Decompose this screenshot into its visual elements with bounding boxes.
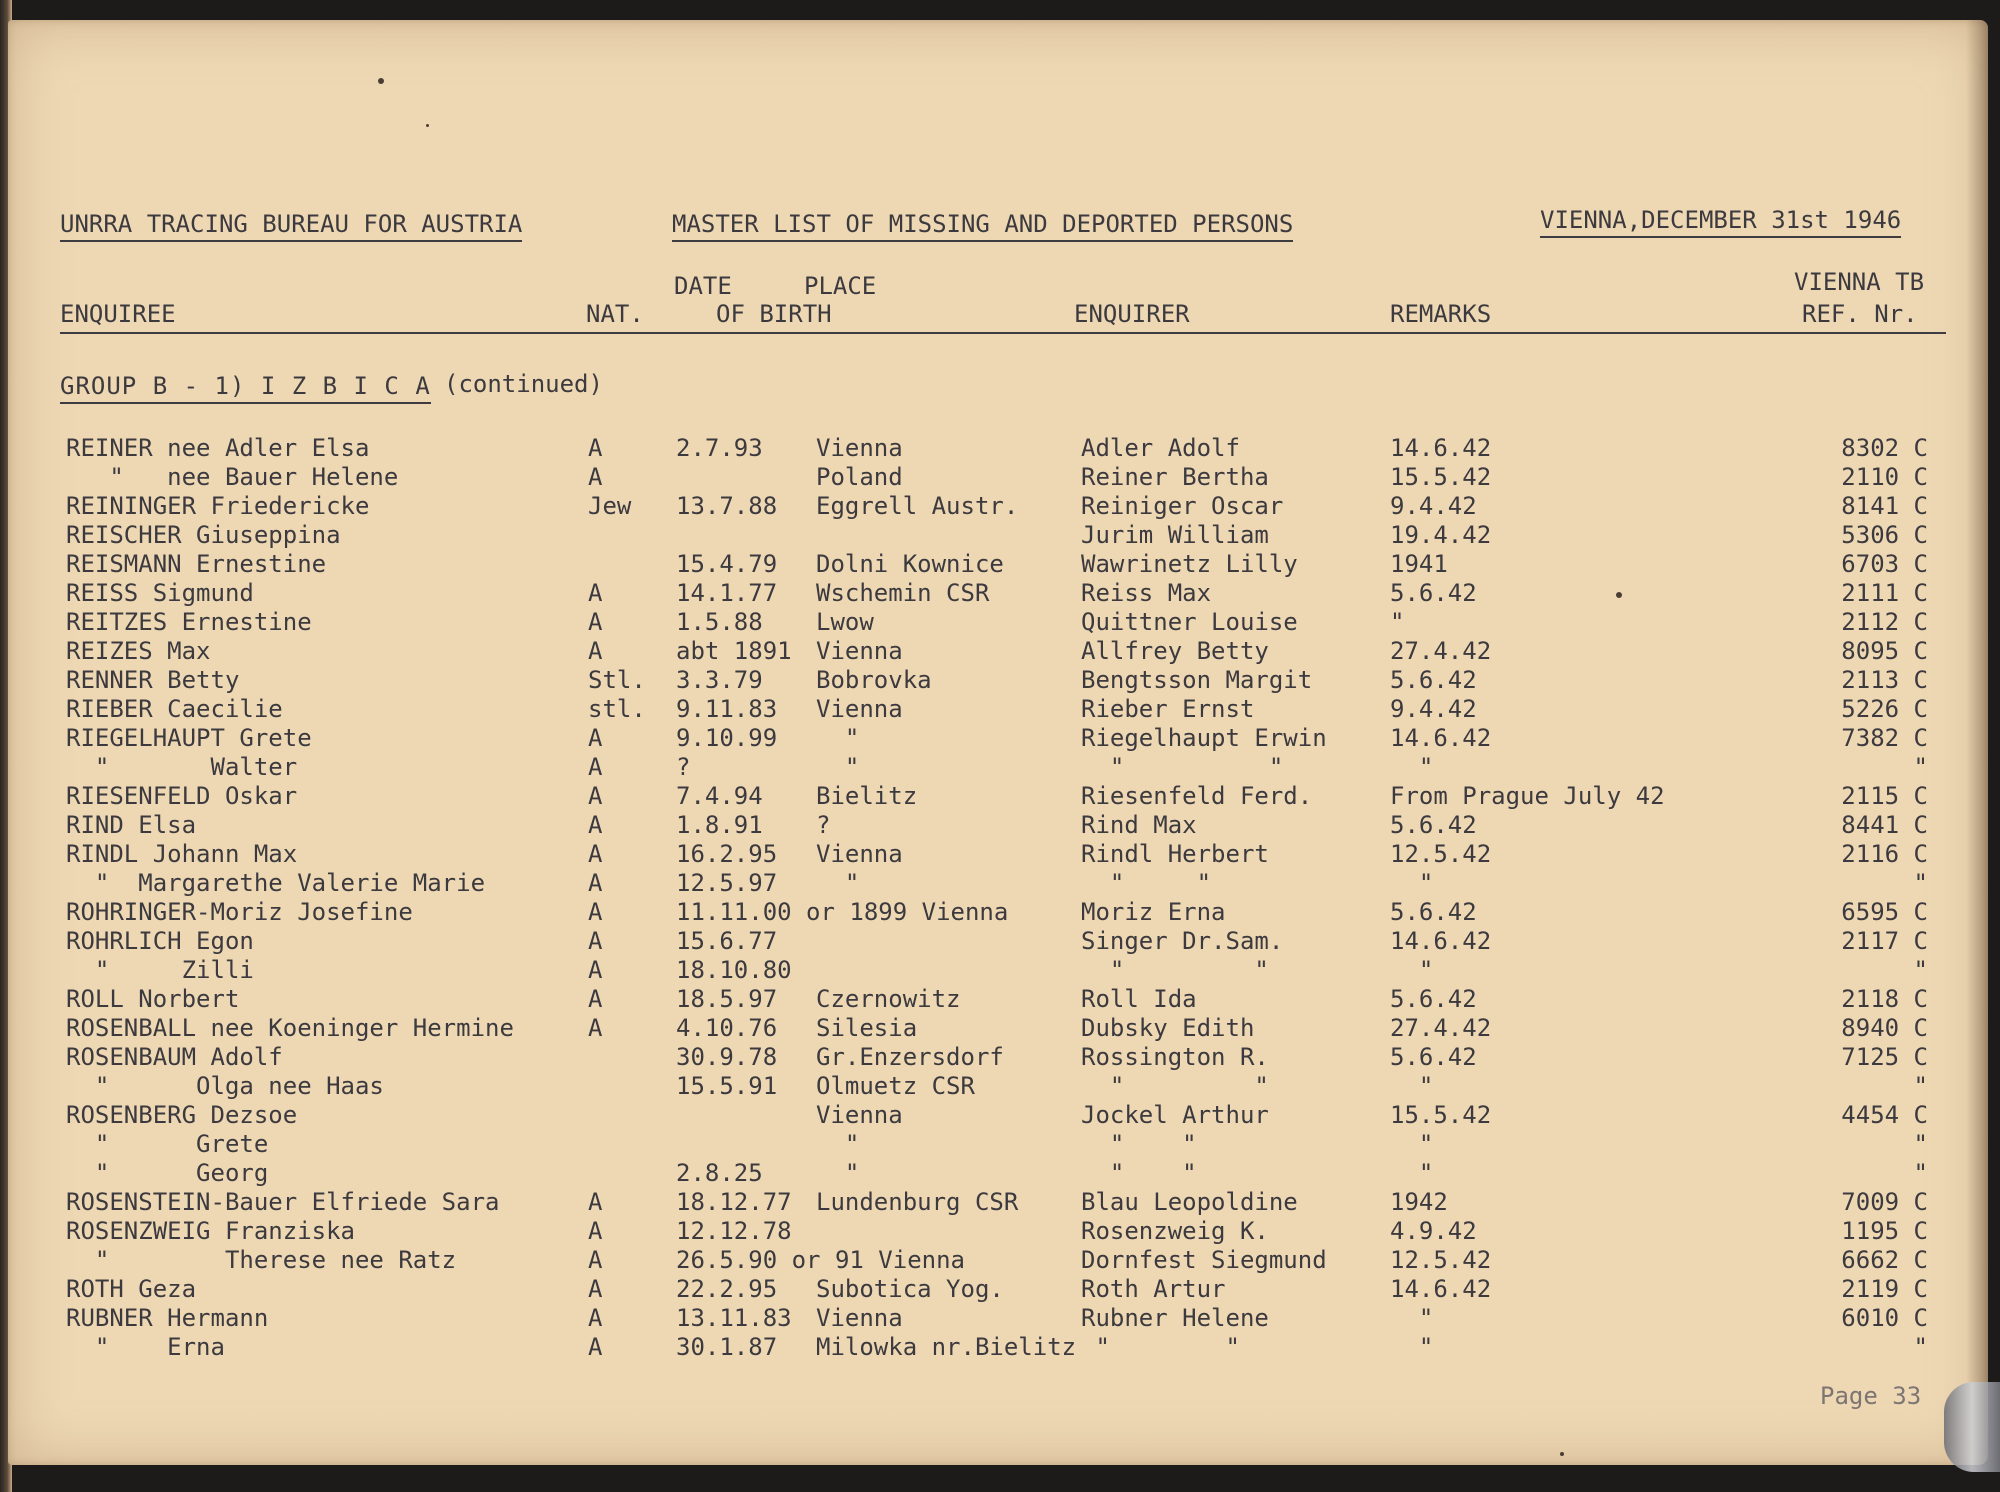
table-row	[8, 463, 1988, 491]
nationality: A	[588, 956, 603, 984]
date-of-birth: abt 1891	[676, 637, 792, 665]
table-row	[8, 1159, 1988, 1187]
enquiree-name: REISMANN Ernestine	[66, 550, 327, 578]
place-of-birth: Vienna	[816, 695, 903, 723]
date-of-birth: 2.8.25	[676, 1159, 763, 1187]
reference-number: "	[1913, 956, 1928, 984]
enquirer-name: Reiss Max	[1081, 579, 1212, 607]
col-date-top: DATE	[674, 272, 732, 300]
reference-number: 8095 C	[1841, 637, 1928, 665]
enquiree-name: ROHRLICH Egon	[66, 927, 254, 955]
nationality: A	[588, 608, 603, 636]
reference-number: "	[1913, 869, 1928, 897]
date-of-birth: 26.5.90 or 91 Vienna	[676, 1246, 965, 1274]
col-place-top: PLACE	[804, 272, 877, 300]
reference-number: 2111 C	[1841, 579, 1928, 607]
reference-number: 8302 C	[1841, 434, 1928, 462]
reference-number: 1195 C	[1841, 1217, 1928, 1245]
enquirer-name: Rubner Helene	[1081, 1304, 1269, 1332]
nationality: A	[588, 1304, 603, 1332]
remarks: 5.6.42	[1390, 898, 1477, 926]
col-ref: REF. Nr.	[1802, 300, 1918, 328]
records-table	[8, 20, 1988, 1420]
enquirer-name: Rieber Ernst	[1081, 695, 1255, 723]
table-row	[8, 579, 1988, 607]
enquirer-name: Jockel Arthur	[1081, 1101, 1269, 1129]
remarks: 14.6.42	[1390, 434, 1492, 462]
paper-speck	[426, 124, 429, 127]
date-of-birth: ?	[676, 753, 691, 781]
paper-speck	[378, 78, 384, 84]
col-enquiree: ENQUIREE	[60, 300, 176, 328]
reference-number: 2117 C	[1841, 927, 1928, 955]
table-row	[8, 782, 1988, 810]
table-row	[8, 695, 1988, 723]
date-of-birth: 12.5.97	[676, 869, 778, 897]
reference-number: 4454 C	[1841, 1101, 1928, 1129]
enquirer-name: Reiner Bertha	[1081, 463, 1269, 491]
remarks: "	[1390, 1072, 1434, 1100]
table-row	[8, 869, 1988, 897]
remarks: "	[1390, 1130, 1434, 1158]
col-of-birth: OF BIRTH	[716, 300, 832, 328]
reference-number: 2115 C	[1841, 782, 1928, 810]
place-of-birth: Gr.Enzersdorf	[816, 1043, 1004, 1071]
col-nat: NAT.	[586, 300, 644, 328]
date-of-birth: 2.7.93	[676, 434, 763, 462]
place-of-birth: Silesia	[816, 1014, 918, 1042]
enquiree-name: RIEGELHAUPT Grete	[66, 724, 312, 752]
table-row	[8, 985, 1988, 1013]
remarks: 14.6.42	[1390, 724, 1492, 752]
reference-number: 2112 C	[1841, 608, 1928, 636]
enquiree-name: RINDL Johann Max	[66, 840, 298, 868]
table-row	[8, 666, 1988, 694]
enquiree-name: " Olga nee Haas	[66, 1072, 384, 1100]
enquiree-name: REISCHER Giuseppina	[66, 521, 341, 549]
place-of-birth: Wschemin CSR	[816, 579, 990, 607]
enquiree-name: " Therese nee Ratz	[66, 1246, 457, 1274]
remarks: 1942	[1390, 1188, 1448, 1216]
place-of-birth: Milowka nr.Bielitz	[816, 1333, 1077, 1361]
date-of-birth: 11.11.00 or 1899 Vienna	[676, 898, 1009, 926]
remarks: 1941	[1390, 550, 1448, 578]
table-row	[8, 1217, 1988, 1245]
nationality: A	[588, 1246, 603, 1274]
reference-number: 8441 C	[1841, 811, 1928, 839]
enquirer-name: " "	[1081, 1159, 1197, 1187]
nationality: Stl.	[588, 666, 646, 694]
enquiree-name: " Walter	[66, 753, 298, 781]
enquirer-name: Bengtsson Margit	[1081, 666, 1313, 694]
table-row	[8, 434, 1988, 462]
enquirer-name: " "	[1081, 753, 1284, 781]
enquirer-name: " "	[1081, 1333, 1240, 1361]
enquiree-name: ROHRINGER-Moriz Josefine	[66, 898, 413, 926]
remarks: "	[1390, 608, 1405, 636]
remarks: 27.4.42	[1390, 1014, 1492, 1042]
nationality: A	[588, 579, 603, 607]
enquiree-name: ROLL Norbert	[66, 985, 240, 1013]
table-row	[8, 1043, 1988, 1071]
date-of-birth: 3.3.79	[676, 666, 763, 694]
reference-number: 6010 C	[1841, 1304, 1928, 1332]
nationality: A	[588, 753, 603, 781]
date-of-birth: 7.4.94	[676, 782, 763, 810]
enquirer-name: Rindl Herbert	[1081, 840, 1269, 868]
remarks: 12.5.42	[1390, 840, 1492, 868]
enquirer-name: Singer Dr.Sam.	[1081, 927, 1284, 955]
reference-number: 8940 C	[1841, 1014, 1928, 1042]
enquiree-name: ROSENBALL nee Koeninger Hermine	[66, 1014, 514, 1042]
enquirer-name: " "	[1081, 1072, 1269, 1100]
enquiree-name: ROSENBAUM Adolf	[66, 1043, 283, 1071]
nationality: A	[588, 1333, 603, 1361]
table-row	[8, 1275, 1988, 1303]
reference-number: 2119 C	[1841, 1275, 1928, 1303]
nationality: stl.	[588, 695, 646, 723]
enquirer-name: Adler Adolf	[1081, 434, 1240, 462]
enquiree-name: " nee Bauer Helene	[66, 463, 399, 491]
table-row	[8, 1188, 1988, 1216]
remarks: 9.4.42	[1390, 492, 1477, 520]
reference-number: "	[1913, 1072, 1928, 1100]
place-of-birth: "	[816, 753, 860, 781]
remarks: From Prague July 42	[1390, 782, 1665, 810]
date-of-birth: 30.1.87	[676, 1333, 778, 1361]
date-of-birth: 13.11.83	[676, 1304, 792, 1332]
place-of-birth: Poland	[816, 463, 903, 491]
nationality: A	[588, 811, 603, 839]
date-of-birth: 12.12.78	[676, 1217, 792, 1245]
enquiree-name: RENNER Betty	[66, 666, 240, 694]
table-row	[8, 1304, 1988, 1332]
place-of-birth: Vienna	[816, 637, 903, 665]
date-of-birth: 18.5.97	[676, 985, 778, 1013]
organization-title: UNRRA TRACING BUREAU FOR AUSTRIA	[60, 210, 522, 242]
enquirer-name: Rind Max	[1081, 811, 1197, 839]
remarks: "	[1390, 956, 1434, 984]
enquirer-name: Dornfest Siegmund	[1081, 1246, 1327, 1274]
enquirer-name: Roth Artur	[1081, 1275, 1226, 1303]
col-ref-top: VIENNA TB	[1794, 268, 1925, 296]
table-row	[8, 1333, 1988, 1361]
enquirer-name: Quittner Louise	[1081, 608, 1298, 636]
remarks: "	[1390, 1333, 1434, 1361]
place-of-birth: Subotica Yog.	[816, 1275, 1004, 1303]
date-of-birth: 9.11.83	[676, 695, 778, 723]
reference-number: 5226 C	[1841, 695, 1928, 723]
table-row	[8, 840, 1988, 868]
table-row	[8, 956, 1988, 984]
date-of-birth: 1.5.88	[676, 608, 763, 636]
remarks: 15.5.42	[1390, 1101, 1492, 1129]
reference-number: 2118 C	[1841, 985, 1928, 1013]
group-note: (continued)	[444, 370, 603, 398]
enquirer-name: " "	[1081, 1130, 1197, 1158]
enquirer-name: Riegelhaupt Erwin	[1081, 724, 1327, 752]
place-of-birth: "	[816, 1159, 860, 1187]
date-of-birth: 18.10.80	[676, 956, 792, 984]
reference-number: 6703 C	[1841, 550, 1928, 578]
reference-number: 7125 C	[1841, 1043, 1928, 1071]
enquiree-name: REININGER Friedericke	[66, 492, 370, 520]
remarks: 15.5.42	[1390, 463, 1492, 491]
place-of-birth: "	[816, 1130, 860, 1158]
enquirer-name: Jurim William	[1081, 521, 1269, 549]
date-of-birth: 15.5.91	[676, 1072, 778, 1100]
place-of-birth: Lwow	[816, 608, 874, 636]
place-of-birth: "	[816, 724, 860, 752]
enquirer-name: Blau Leopoldine	[1081, 1188, 1298, 1216]
document-title: MASTER LIST OF MISSING AND DEPORTED PERSONS	[672, 210, 1293, 242]
enquiree-name: RUBNER Hermann	[66, 1304, 269, 1332]
date-of-birth: 14.1.77	[676, 579, 778, 607]
reference-number: 7382 C	[1841, 724, 1928, 752]
remarks: 5.6.42	[1390, 666, 1477, 694]
table-row	[8, 1072, 1988, 1100]
remarks: 19.4.42	[1390, 521, 1492, 549]
enquiree-name: REISS Sigmund	[66, 579, 254, 607]
nationality: A	[588, 1275, 603, 1303]
place-of-birth: Olmuetz CSR	[816, 1072, 975, 1100]
enquirer-name: Wawrinetz Lilly	[1081, 550, 1298, 578]
table-row	[8, 1246, 1988, 1274]
place-of-birth: Vienna	[816, 1101, 903, 1129]
remarks: 14.6.42	[1390, 1275, 1492, 1303]
nationality: A	[588, 782, 603, 810]
page-number: Page 33	[1820, 1382, 1922, 1410]
place-of-birth: Vienna	[816, 434, 903, 462]
enquiree-name: REINER nee Adler Elsa	[66, 434, 370, 462]
remarks: 27.4.42	[1390, 637, 1492, 665]
table-row	[8, 811, 1988, 839]
col-remarks: REMARKS	[1390, 300, 1492, 328]
place-of-birth: Vienna	[816, 840, 903, 868]
nationality: A	[588, 724, 603, 752]
nationality: A	[588, 463, 603, 491]
remarks: 5.6.42	[1390, 985, 1477, 1013]
paper-speck	[1616, 592, 1622, 598]
remarks: 12.5.42	[1390, 1246, 1492, 1274]
binder-clip	[1944, 1382, 2000, 1472]
enquirer-name: Allfrey Betty	[1081, 637, 1269, 665]
enquiree-name: " Zilli	[66, 956, 254, 984]
enquiree-name: REITZES Ernestine	[66, 608, 312, 636]
nationality: A	[588, 898, 603, 926]
remarks: "	[1390, 1159, 1434, 1187]
remarks: 4.9.42	[1390, 1217, 1477, 1245]
table-row	[8, 492, 1988, 520]
reference-number: 6595 C	[1841, 898, 1928, 926]
date-of-birth: 15.4.79	[676, 550, 778, 578]
reference-number: 2113 C	[1841, 666, 1928, 694]
table-row	[8, 898, 1988, 926]
paper-speck	[1560, 1452, 1564, 1456]
enquiree-name: " Erna	[66, 1333, 225, 1361]
reference-number: "	[1913, 1159, 1928, 1187]
remarks: 9.4.42	[1390, 695, 1477, 723]
enquiree-name: RIEBER Caecilie	[66, 695, 283, 723]
table-row	[8, 927, 1988, 955]
place-of-birth: Bielitz	[816, 782, 918, 810]
enquiree-name: REIZES Max	[66, 637, 211, 665]
remarks: "	[1390, 1304, 1434, 1332]
table-row	[8, 753, 1988, 781]
date-of-birth: 30.9.78	[676, 1043, 778, 1071]
enquiree-name: ROTH Geza	[66, 1275, 197, 1303]
date-of-birth: 1.8.91	[676, 811, 763, 839]
enquirer-name: " "	[1081, 869, 1212, 897]
nationality: A	[588, 637, 603, 665]
enquirer-name: Roll Ida	[1081, 985, 1197, 1013]
enquiree-name: RIESENFELD Oskar	[66, 782, 298, 810]
reference-number: 2116 C	[1841, 840, 1928, 868]
date-of-birth: 4.10.76	[676, 1014, 778, 1042]
remarks: 14.6.42	[1390, 927, 1492, 955]
enquiree-name: " Margarethe Valerie Marie	[66, 869, 486, 897]
date-of-birth: 9.10.99	[676, 724, 778, 752]
reference-number: 8141 C	[1841, 492, 1928, 520]
group-label: GROUP B - 1) I Z B I C A	[60, 372, 431, 404]
enquirer-name: Dubsky Edith	[1081, 1014, 1255, 1042]
remarks: "	[1390, 869, 1434, 897]
place-of-birth: Dolni Kownice	[816, 550, 1004, 578]
nationality: Jew	[588, 492, 632, 520]
remarks: 5.6.42	[1390, 811, 1477, 839]
remarks: 5.6.42	[1390, 579, 1477, 607]
date-of-birth: 15.6.77	[676, 927, 778, 955]
table-row	[8, 550, 1988, 578]
enquirer-name: Reiniger Oscar	[1081, 492, 1284, 520]
enquirer-name: " "	[1081, 956, 1269, 984]
place-of-birth: ?	[816, 811, 831, 839]
date-of-birth: 22.2.95	[676, 1275, 778, 1303]
place-of-birth: Czernowitz	[816, 985, 961, 1013]
nationality: A	[588, 434, 603, 462]
enquiree-name: ROSENZWEIG Franziska	[66, 1217, 355, 1245]
table-row	[8, 1101, 1988, 1129]
document-page	[8, 20, 1988, 1465]
remarks: 5.6.42	[1390, 1043, 1477, 1071]
reference-number: 5306 C	[1841, 521, 1928, 549]
nationality: A	[588, 927, 603, 955]
enquirer-name: Moriz Erna	[1081, 898, 1226, 926]
table-row	[8, 608, 1988, 636]
date-of-birth: 16.2.95	[676, 840, 778, 868]
table-row	[8, 1130, 1988, 1158]
nationality: A	[588, 1217, 603, 1245]
enquiree-name: ROSENBERG Dezsoe	[66, 1101, 298, 1129]
date-of-birth: 18.12.77	[676, 1188, 792, 1216]
place-of-birth: Lundenburg CSR	[816, 1188, 1019, 1216]
reference-number: 2110 C	[1841, 463, 1928, 491]
table-row	[8, 637, 1988, 665]
enquirer-name: Rossington R.	[1081, 1043, 1269, 1071]
nationality: A	[588, 1188, 603, 1216]
reference-number: 6662 C	[1841, 1246, 1928, 1274]
table-row	[8, 1014, 1988, 1042]
table-row	[8, 521, 1988, 549]
reference-number: "	[1913, 1130, 1928, 1158]
place-of-birth: Vienna	[816, 1304, 903, 1332]
nationality: A	[588, 1014, 603, 1042]
col-enquirer: ENQUIRER	[1074, 300, 1190, 328]
enquirer-name: Rosenzweig K.	[1081, 1217, 1269, 1245]
table-row	[8, 724, 1988, 752]
enquiree-name: " Georg	[66, 1159, 269, 1187]
enquiree-name: ROSENSTEIN-Bauer Elfriede Sara	[66, 1188, 500, 1216]
nationality: A	[588, 869, 603, 897]
remarks: "	[1390, 753, 1434, 781]
date-of-birth: 13.7.88	[676, 492, 778, 520]
place-of-birth: Bobrovka	[816, 666, 932, 694]
enquiree-name: RIND Elsa	[66, 811, 197, 839]
enquirer-name: Riesenfeld Ferd.	[1081, 782, 1313, 810]
document-date: VIENNA,DECEMBER 31st 1946	[1540, 206, 1901, 238]
reference-number: "	[1913, 753, 1928, 781]
place-of-birth: "	[816, 869, 860, 897]
reference-number: 7009 C	[1841, 1188, 1928, 1216]
enquiree-name: " Grete	[66, 1130, 269, 1158]
nationality: A	[588, 840, 603, 868]
nationality: A	[588, 985, 603, 1013]
reference-number: "	[1913, 1333, 1928, 1361]
place-of-birth: Eggrell Austr.	[816, 492, 1019, 520]
